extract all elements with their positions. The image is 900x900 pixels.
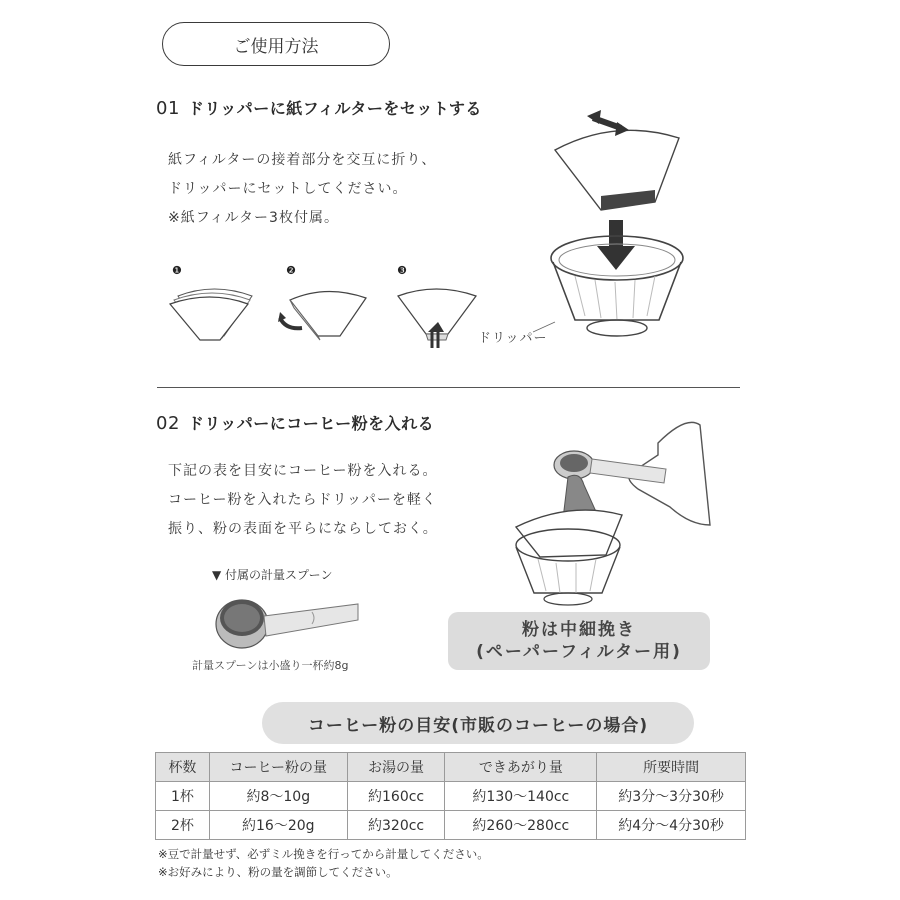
- page-title-text: ご使用方法: [233, 36, 319, 57]
- step1-heading: [156, 96, 482, 119]
- table-header-cell: お湯の量: [347, 753, 445, 782]
- table-row: [156, 811, 746, 840]
- table-cell: 約160cc: [347, 782, 445, 811]
- grind-size-line1: 粉は中細挽き: [522, 620, 636, 640]
- filter-fold-3-illustration: [388, 278, 484, 350]
- double-arrow-icon: [587, 110, 601, 124]
- step2-description: [168, 457, 438, 544]
- step2-number: 02: [156, 413, 180, 434]
- table-header-cell: 杯数: [156, 753, 210, 782]
- step2-heading: [156, 411, 434, 434]
- step1-description: [168, 146, 436, 233]
- coffee-guide-table: [155, 752, 746, 840]
- footnote: ※豆で計量せず、必ずミル挽きを行ってから計量してください。: [158, 847, 489, 861]
- footnote: ※お好みにより、粉の量を調節してください。: [158, 865, 398, 879]
- down-arrow-icon: [597, 246, 635, 270]
- guide-title: [262, 702, 694, 744]
- table-cell: 約130〜140cc: [445, 782, 597, 811]
- table-cell: 約4分〜4分30秒: [597, 811, 746, 840]
- table-cell: 約8〜10g: [209, 782, 347, 811]
- guide-title-text: コーヒー粉の目安(市販のコーヒーの場合): [307, 715, 649, 736]
- page-title: [162, 22, 390, 66]
- table-header-cell: コーヒー粉の量: [209, 753, 347, 782]
- step1-line: ※紙フィルター3枚付属。: [168, 210, 339, 226]
- adding-coffee-illustration: [510, 415, 715, 607]
- step2-line: 振り、粉の表面を平らにならしておく。: [168, 521, 438, 537]
- table-cell: 約260〜280cc: [445, 811, 597, 840]
- measuring-spoon-illustration: [212, 590, 362, 652]
- table-cell: 約320cc: [347, 811, 445, 840]
- grind-size-box: [448, 612, 710, 670]
- grind-size-line2: (ペーパーフィルター用): [476, 642, 682, 662]
- table-cell: 2杯: [156, 811, 210, 840]
- step2-line: コーヒー粉を入れたらドリッパーを軽く: [168, 492, 437, 508]
- table-header-cell: 所要時間: [597, 753, 746, 782]
- section-divider: [157, 387, 740, 388]
- fold-step-3-label: ❸: [397, 264, 407, 277]
- step2-line: 下記の表を目安にコーヒー粉を入れる。: [168, 463, 438, 479]
- spoon-caption: ▼ 付属の計量スプーン: [212, 568, 333, 582]
- fold-step-1-label: ❶: [172, 264, 182, 277]
- spoon-note: 計量スプーンは小盛り一杯約8g: [192, 659, 349, 672]
- table-header-row: [156, 753, 746, 782]
- step2-title: ドリッパーにコーヒー粉を入れる: [187, 414, 435, 433]
- filter-fold-1-illustration: [166, 278, 262, 344]
- table-row: [156, 782, 746, 811]
- step1-title: ドリッパーに紙フィルターをセットする: [187, 99, 482, 118]
- table-cell: 約16〜20g: [209, 811, 347, 840]
- fold-step-2-label: ❷: [286, 264, 296, 277]
- table-cell: 1杯: [156, 782, 210, 811]
- dripper-filter-illustration: [545, 110, 705, 345]
- table-header-cell: できあがり量: [445, 753, 597, 782]
- table-cell: 約3分〜3分30秒: [597, 782, 746, 811]
- step1-number: 01: [156, 98, 180, 119]
- step1-line: 紙フィルターの接着部分を交互に折り、: [168, 152, 437, 168]
- step1-line: ドリッパーにセットしてください。: [168, 181, 408, 197]
- dripper-label: ドリッパー: [478, 331, 548, 346]
- filter-fold-2-illustration: [276, 278, 372, 348]
